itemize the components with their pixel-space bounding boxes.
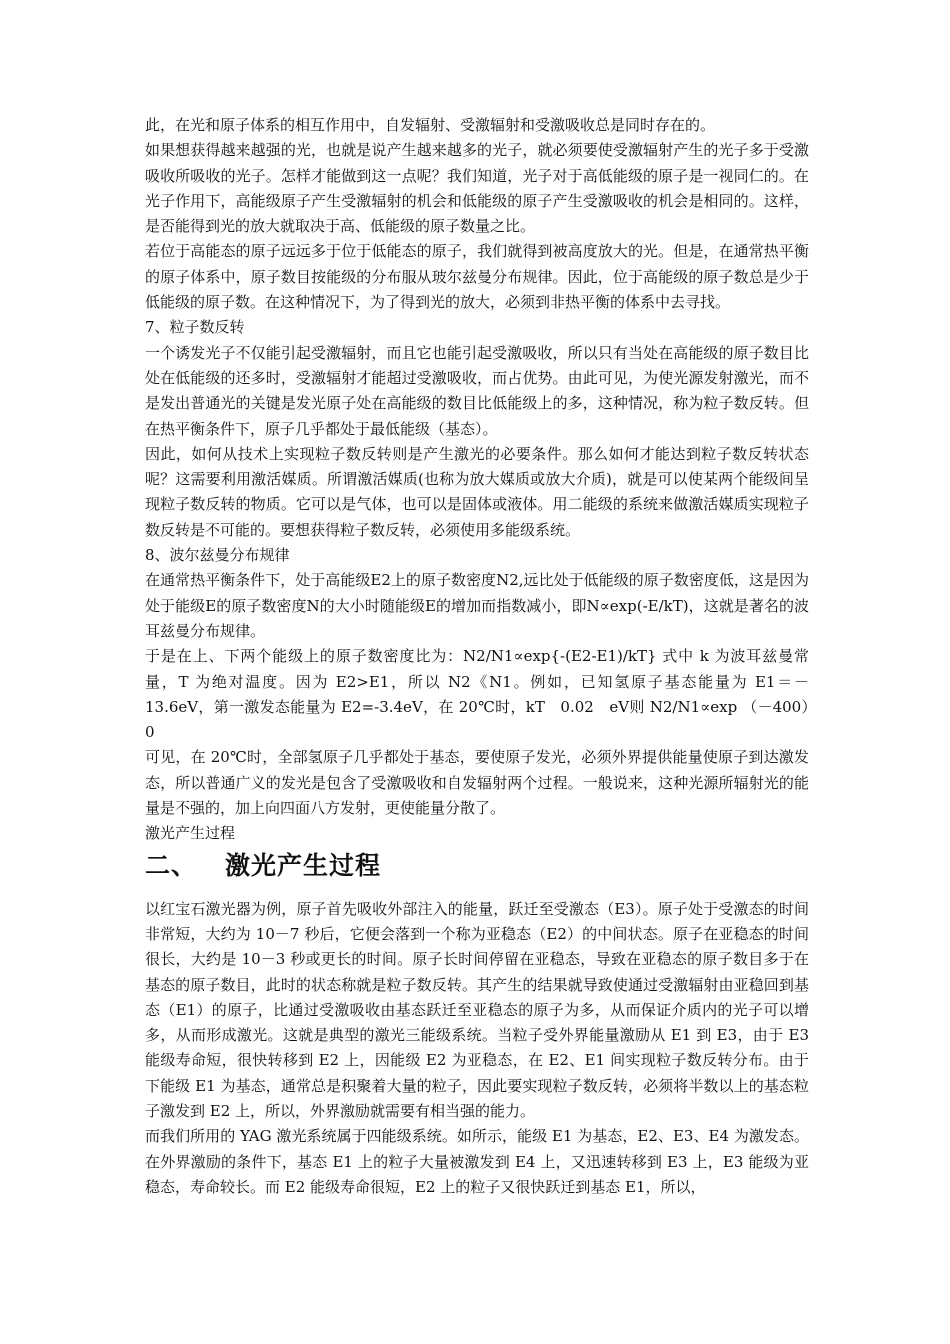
section-heading-7: 7、粒子数反转 [145, 318, 245, 337]
paragraph: 若位于高能态的原子远远多于位于低能态的原子，我们就得到被高度放大的光。但是，在通常热平衡的原子体系中，原子数目按能级的分布服从玻尔兹曼分布规律。因此，位于高能级的原子数总是少于低能级的原子数。在这种情况下，为了得到光的放大，必须到非热平衡的体系中去寻找。 [145, 242, 809, 312]
paragraph: 此，在光和原子体系的相互作用中，自发辐射、受激辐射和受激吸收总是同时存在的。 [145, 116, 716, 134]
chapter-number: 二、 [145, 850, 198, 880]
paragraph: 可见，在 20℃时，全部氢原子几乎都处于基态，要使原子发光，必须外界提供能量使原子到达激发态，所以普通广义的发光是包含了受激吸收和自发辐射两个过程。一般说来，这种光源所辐射光的能量是不强的，加上向四面八方发射，更使能量分散了。 [145, 748, 809, 818]
document-body [145, 113, 825, 1200]
chapter-heading [145, 849, 809, 883]
paragraph: 如果想获得越来越强的光，也就是说产生越来越多的光子，就必须要使受激辐射产生的光子多于受激吸收所吸收的光子。怎样才能做到这一点呢？我们知道，光子对于高低能级的原子是一视同仁的。在光子作用下，高能级原子产生受激辐射的机会和低能级的原子产生受激吸收的机会是相同的。这样，是否能得到光的放大就取决于高、低能级的原子数量之比。 [145, 141, 809, 236]
paragraph: 在通常热平衡条件下，处于高能级E2上的原子数密度N2,远比处于低能级的原子数密度低，这是因为处于能级E的原子数密度N的大小时随能级E的增加而指数减小，即N∝exp(-E/kT)，这就是著名的波耳兹曼分布规律。 [145, 571, 809, 640]
paragraph: 而我们所用的 YAG 激光系统属于四能级系统。如所示，能级 E1 为基态，E2、E3、E4 为激发态。在外界激励的条件下，基态 E1 上的粒子大量被激发到 E4 上，又迅速转移到 E3 上，E3 能级为亚稳态，寿命较长。而 E2 能级寿命很短，E2 上的粒子又很快跃迁到基态 E1，所以， [145, 1127, 809, 1196]
chapter-title: 激光产生过程 [225, 850, 382, 880]
paragraph: 一个诱发光子不仅能引起受激辐射，而且它也能引起受激吸收，所以只有当处在高能级的原子数目比处在低能级的还多时，受激辐射才能超过受激吸收，而占优势。由此可见，为使光源发射激光，而不是发出普通光的关键是发光原子处在高能级的数目比低能级上的多，这种情况，称为粒子数反转。但在热平衡条件下，原子几乎都处于最低能级（基态）。 [145, 343, 809, 438]
subsection-label: 激光产生过程 [145, 824, 236, 843]
paragraph: 于是在上、下两个能级上的原子数密度比为：N2/N1∝exp{-(E2-E1)/kT} 式中 k 为波耳兹曼常量，T 为绝对温度。因为 E2>E1，所以 N2《N1。例如，已知氢原子基态能量为 E1＝－13.6eV，第一激发态能量为 E2=-3.4eV，在 20℃时，kT 0.02 eV则 N2/N1∝exp （－400） 0 [145, 647, 825, 742]
paragraph: 因此，如何从技术上实现粒子数反转则是产生激光的必要条件。那么如何才能达到粒子数反转状态呢？这需要利用激活媒质。所谓激活媒质(也称为放大媒质或放大介质)，就是可以使某两个能级间呈现粒子数反转的物质。它可以是气体，也可以是固体或液体。用二能级的系统来做激活媒质实现粒子数反转是不可能的。要想获得粒子数反转，必须使用多能级系统。 [145, 444, 809, 539]
paragraph: 以红宝石激光器为例，原子首先吸收外部注入的能量，跃迁至受激态（E3）。原子处于受激态的时间非常短，大约为 10－7 秒后，它便会落到一个称为亚稳态（E2）的中间状态。原子在亚稳态的时间很长，大约是 10－3 秒或更长的时间。原子长时间停留在亚稳态，导致在亚稳态的原子数目多于在基态的原子数目，此时的状态称就是粒子数反转。其产生的结果就导致使通过受激辐射由亚稳回到基态（E1）的原子，比通过受激吸收由基态跃迁至亚稳态的原子为多，从而保证介质内的光子可以增多，从而形成激光。这就是典型的激光三能级系统。当粒子受外界能量激励从 E1 到 E3，由于 E3 能级寿命短，很快转移到 E2 上，因能级 E2 为亚稳态，在 E2、E1 间实现粒子数反转分布。由于下能级 E1 为基态，通常总是积聚着大量的粒子，因此要实现粒子数反转，必须将半数以上的基态粒子激发到 E2 上，所以，外界激励就需要有相当强的能力。 [145, 899, 809, 1120]
section-heading-8: 8、波尔兹曼分布规律 [145, 546, 290, 565]
